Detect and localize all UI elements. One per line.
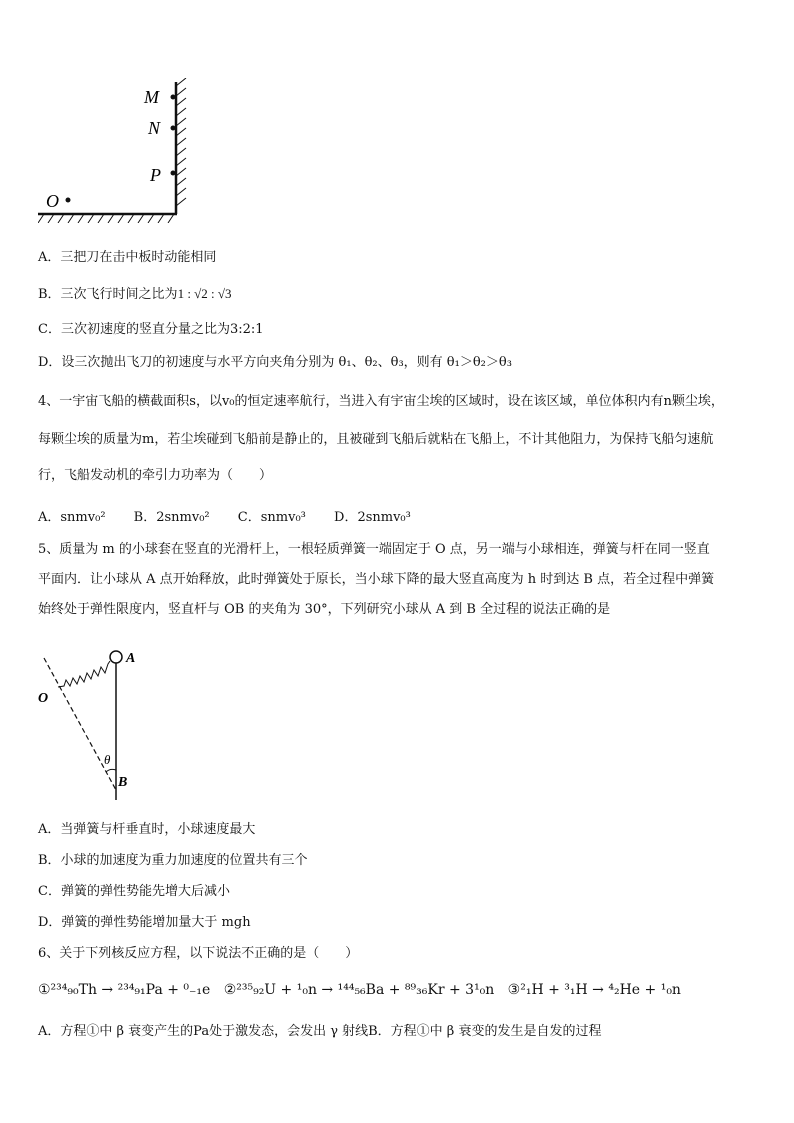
q5-option-a: A．当弹簧与杆垂直时，小球速度最大 [38,822,256,837]
q4-option-c: C．snmv₀³ [237,510,306,525]
ball-a [110,651,122,663]
label-b: B [118,775,128,790]
figure-wall-points [38,78,208,223]
q6-equations [38,980,681,1000]
q4-stem-line3: 行，飞船发动机的牵引力功率为（ ） [38,468,273,483]
label-o2: O [38,691,49,706]
q6-option-a: A．方程①中 β 衰变产生的Pa处于激发态，会发出 γ 射线 [38,1024,369,1039]
q5-stem-line2: 平面内．让小球从 A 点开始释放，此时弹簧处于原长，当小球下降的最大竖直高度为 h 时到达 B 点，若全过程中弹簧 [38,572,715,587]
q6-eq2: ②²³⁵₉₂U + ¹₀n → ¹⁴⁴₅₆Ba + ⁸⁹₃₆Kr + 3¹₀n [223,982,495,998]
point-n [171,126,176,131]
q6-eq1: ①²³⁴₉₀Th → ²³⁴₉₁Pa + ⁰₋₁e [38,982,211,998]
point-m [171,95,176,100]
q5-option-c: C．弹簧的弹性势能先增大后减小 [38,884,230,899]
q3-option-b [38,284,232,305]
q5-option-b: B．小球的加速度为重力加速度的位置共有三个 [38,853,308,868]
q6-option-b: B．方程①中 β 衰变的发生是自发的过程 [368,1024,602,1039]
q3-option-b-expr: 1 : √2 : √3 [177,286,232,301]
label-n: N [148,118,161,138]
point-o [66,198,71,203]
q4-option-a: A．snmv₀² [38,510,106,525]
q4-option-b: B．2snmv₀² [133,510,210,525]
label-a: A [126,651,136,666]
label-p: P [150,165,161,185]
q3-option-c: C．三次初速度的竖直分量之比为3:2:1 [38,322,264,337]
q5-stem-line1: 5、质量为 m 的小球套在竖直的光滑杆上，一根轻质弹簧一端固定于 O 点，另一端与小球相连，弹簧与杆在同一竖直 [38,542,710,557]
q4-stem-line2: 每颗尘埃的质量为m，若尘埃碰到飞船前是静止的，且被碰到飞船后就粘在飞船上，不计其他阻力，为保持飞船匀速航 [38,432,714,447]
q4-option-d: D．2snmv₀³ [334,510,411,525]
q3-option-b-text: B．三次飞行时间之比为 [38,287,178,302]
label-theta: θ [104,752,111,767]
figure-rod-spring [38,640,148,805]
label-o: O [46,191,59,211]
label-m: M [144,87,159,107]
q6-stem: 6、关于下列核反应方程，以下说法不正确的是（ ） [38,946,359,961]
q6-eq3: ③²₁H + ³₁H → ⁴₂He + ¹₀n [507,982,681,998]
q4-stem-line1: 4、一宇宙飞船的横截面积s，以v₀的恒定速率航行，当进入有宇宙尘埃的区域时，设在该区域，单位体积内有n颗尘埃， [38,394,724,409]
q4-options [38,508,435,528]
point-p [171,171,176,176]
q6-options [38,1022,601,1042]
q3-option-d: D．设三次抛出飞刀的初速度与水平方向夹角分别为 θ₁、θ₂、θ₃，则有 θ₁＞θ₂＞θ₃ [38,355,512,370]
q5-option-d: D．弹簧的弹性势能增加量大于 mgh [38,915,251,930]
q3-option-a: A．三把刀在击中板时动能相同 [38,250,217,265]
q5-stem-line3: 始终处于弹性限度内，竖直杆与 OB 的夹角为 30°，下列研究小球从 A 到 B 全过程的说法正确的是 [38,602,611,617]
